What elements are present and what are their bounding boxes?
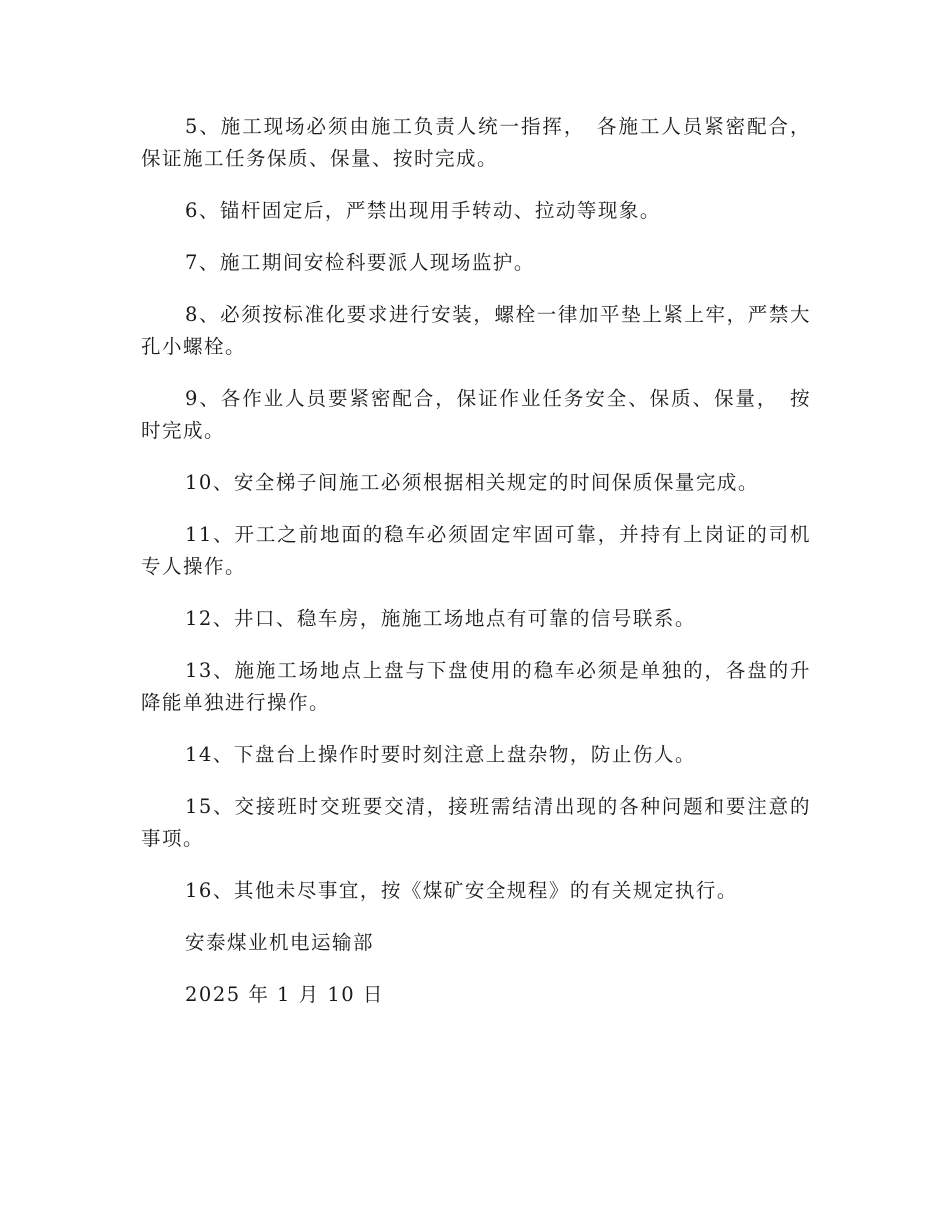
paragraph-item-16: 16、其他未尽事宜，按《煤矿安全规程》的有关规定执行。 [185,879,738,902]
paragraph-item-13: 13、施施工场地点上盘与下盘使用的稳车必须是单独的，各盘的升降能单独进行操作。 [141,659,811,714]
paragraph-item-5: 5、施工现场必须由施工负责人统一指挥， 各施工人员紧密配合，保证施工任务保质、保量、按时完成。 [141,115,811,170]
paragraph-item-9: 9、各作业人员要紧密配合，保证作业任务安全、保质、保量， 按时完成。 [141,387,811,442]
paragraph-item-12: 12、井口、稳车房，施施工场地点有可靠的信号联系。 [185,607,696,630]
paragraph-item-8: 8、必须按标准化要求进行安装，螺栓一律加平垫上紧上牢，严禁大孔小螺栓。 [141,303,811,358]
document-body [141,111,811,1031]
signature-department: 安泰煤业机电运输部 [185,931,375,954]
paragraph-item-10: 10、安全梯子间施工必须根据相关规定的时间保质保量完成。 [185,471,759,494]
paragraph-item-14: 14、下盘台上操作时要时刻注意上盘杂物，防止伤人。 [185,743,696,766]
signature-date: 2025 年 1 月 10 日 [185,983,384,1006]
paragraph-item-7: 7、施工期间安检科要派人现场监护。 [185,251,535,274]
paragraph-item-11: 11、开工之前地面的稳车必须固定牢固可靠，并持有上岗证的司机专人操作。 [141,523,811,578]
paragraph-item-15: 15、交接班时交班要交清，接班需结清出现的各种问题和要注意的事项。 [141,795,811,850]
paragraph-item-6: 6、锚杆固定后，严禁出现用手转动、拉动等现象。 [185,199,661,222]
